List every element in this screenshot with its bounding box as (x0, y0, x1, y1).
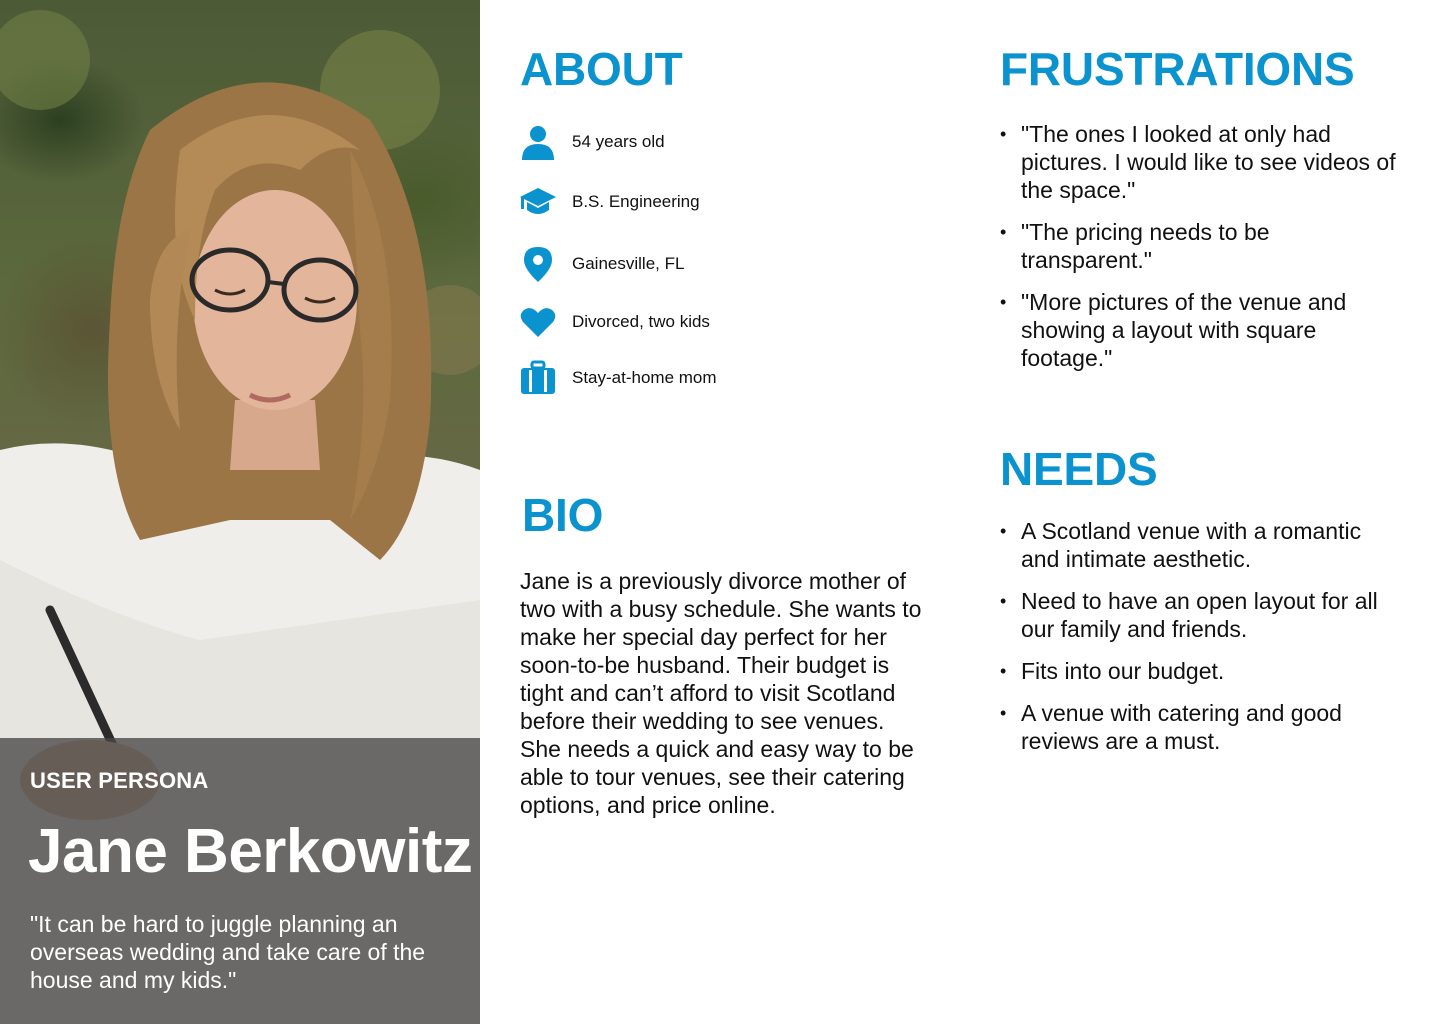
persona-photo (0, 0, 480, 1024)
persona-name: Jane Berkowitz (28, 817, 473, 886)
about-age-text: 54 years old (572, 132, 665, 151)
person-icon (520, 122, 556, 162)
persona-overlay (0, 738, 480, 1024)
graduation-cap-icon (520, 182, 556, 222)
bio-heading: BIO (522, 489, 604, 541)
list-item: • "More pictures of the venue and showing a layout with square footage." (1000, 289, 1347, 371)
about-heading: ABOUT (520, 43, 683, 95)
list-item: • Need to have an open layout for all our family and friends. (1000, 588, 1378, 642)
location-pin-icon (520, 244, 556, 284)
list-item: • Fits into our budget. (1000, 658, 1225, 684)
list-item: • A Scotland venue with a romantic and intimate aesthetic. (1000, 518, 1362, 572)
about-location-text: Gainesville, FL (572, 254, 685, 273)
needs-heading: NEEDS (1000, 443, 1158, 495)
about-item-age (520, 122, 940, 162)
frustrations-list (1000, 120, 1400, 386)
about-item-education (520, 182, 940, 222)
about-item-location (520, 244, 940, 284)
persona-label: USER PERSONA (30, 768, 209, 793)
bio-text: Jane is a previously divorce mother of two with a busy schedule. She wants to make her special day perfect for her soon-to-be husband. Their budget is tight and can’t afford to visit Scotland before their wedding to see venues. She needs a quick and easy way to be able to tour venues, see their catering options, and price online. (520, 568, 922, 818)
needs-list (1000, 517, 1400, 769)
list-item: • A venue with catering and good reviews are a must. (1000, 700, 1342, 754)
list-item: • "The pricing needs to be transparent." (1000, 219, 1270, 273)
list-item: • "The ones I looked at only had pictures. I would like to see videos of the space." (1000, 121, 1396, 203)
briefcase-icon (520, 358, 556, 398)
about-education-text: B.S. Engineering (572, 192, 700, 211)
about-item-job (520, 358, 940, 398)
about-status-text: Divorced, two kids (572, 312, 710, 331)
heart-icon (520, 302, 556, 342)
about-job-text: Stay-at-home mom (572, 368, 717, 387)
persona-quote: "It can be hard to juggle planning an overseas wedding and take care of the house and my kids." (30, 911, 426, 993)
frustrations-heading: FRUSTRATIONS (1000, 43, 1355, 95)
about-item-status (520, 302, 940, 342)
